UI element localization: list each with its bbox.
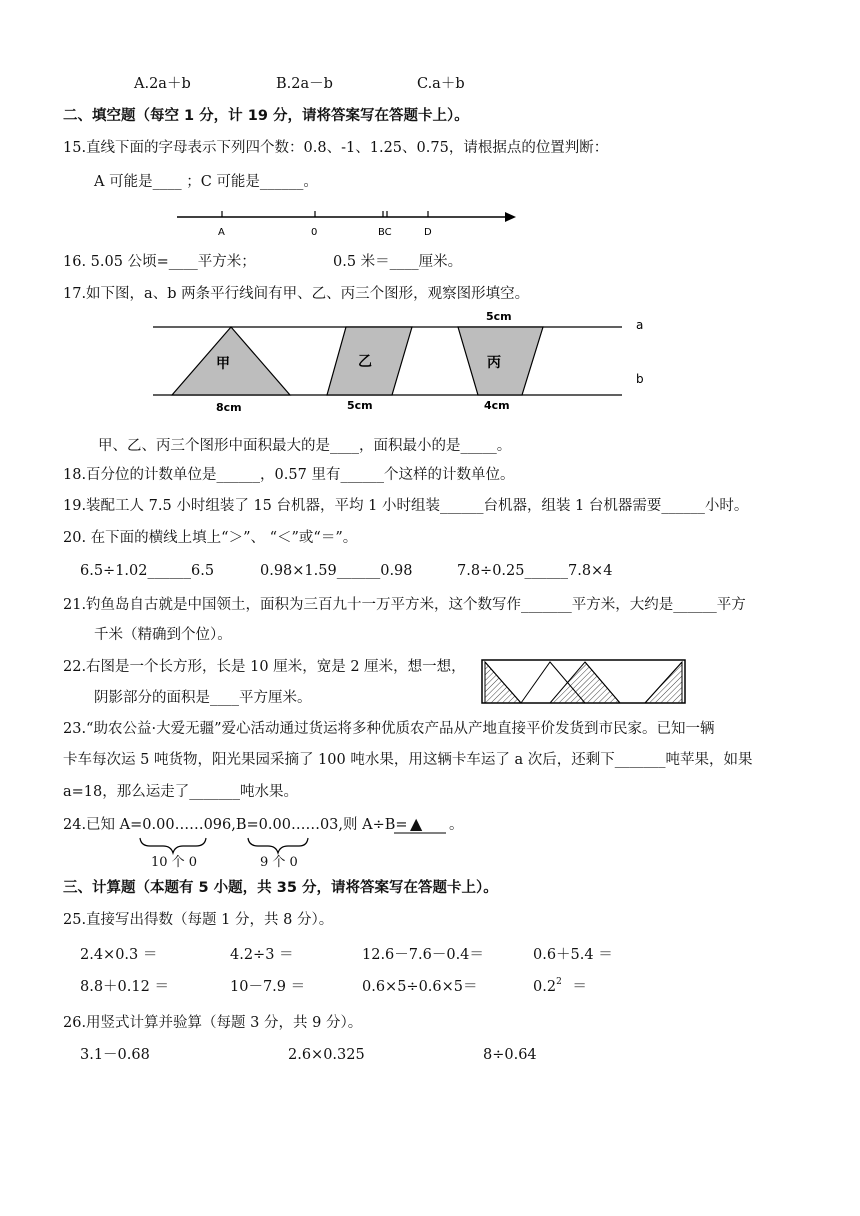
- dim-yi-base: 5cm: [347, 399, 373, 412]
- q20-item-3: 7.8÷0.25______7.8×4: [457, 563, 613, 579]
- shape-label-bing: 丙: [487, 355, 501, 371]
- q17-fill: 甲、乙、丙三个图形中面积最大的是____，面积最小的是_____。: [98, 438, 512, 454]
- q14-option-a: A.2a＋b: [134, 76, 191, 92]
- q20-item-2: 0.98×1.59______0.98: [260, 563, 413, 579]
- numline-label-d: D: [424, 227, 432, 238]
- q24-braces: [140, 838, 308, 853]
- q25-text: 25.直接写出得数（每题 1 分，共 8 分）。: [63, 912, 334, 928]
- q25-r2-2: 10－7.9 ＝: [230, 979, 306, 995]
- q26-item-2: 2.6×0.325: [288, 1047, 365, 1063]
- section3-title: 三、计算题（本题有 5 小题，共 35 分，请将答案写在答题卡上）。: [63, 880, 498, 896]
- q18-text: 18.百分位的计数单位是______，0.57 里有______个这样的计数单位。: [63, 467, 515, 483]
- shape-label-jia: 甲: [216, 356, 230, 372]
- q14-option-b: B.2a－b: [276, 76, 333, 92]
- numline-label-a: A: [218, 227, 225, 238]
- q14-option-c: C.a＋b: [417, 76, 465, 92]
- line-label-b: b: [636, 372, 644, 386]
- q26-text: 26.用竖式计算并验算（每题 3 分，共 9 分）。: [63, 1015, 363, 1031]
- shape-label-yi: 乙: [358, 354, 372, 370]
- dim-bing-top: 5cm: [486, 310, 512, 323]
- q23-line2: 卡车每次运 5 吨货物，阳光果园采摘了 100 吨水果，用这辆卡车运了 a 次后，还剩下_______吨苹果，如果: [63, 752, 753, 768]
- shaded-rectangle-figure: [482, 660, 685, 703]
- q25-r1-3: 12.6－7.6－0.4＝: [362, 947, 484, 963]
- q23-line3: a=18，那么运走了_______吨水果。: [63, 784, 298, 800]
- q20-item-1: 6.5÷1.02______6.5: [80, 563, 215, 579]
- q24-text: 24.已知 A=0.00……096,B=0.00……03,则 A÷B=: [63, 817, 408, 833]
- q21-line1: 21.钓鱼岛自古就是中国领土，面积为三百九十一万平方米，这个数写作_______平方米，大约是______平方: [63, 597, 746, 613]
- q25-r2-1: 8.8＋0.12 ＝: [80, 979, 169, 995]
- parallel-lines-figure: [153, 310, 644, 414]
- q24-answer-mark: ▲: [410, 814, 423, 833]
- q22-line2: 阴影部分的面积是____平方厘米。: [94, 690, 312, 706]
- q21-line2: 千米（精确到个位）。: [94, 627, 232, 643]
- q25-power-base: 0.2: [533, 979, 557, 995]
- q24-brace-a-label: 10 个 0: [151, 855, 198, 870]
- q25-r1-1: 2.4×0.3 ＝: [80, 947, 158, 963]
- q25-r1-2: 4.2÷3 ＝: [230, 947, 294, 963]
- number-line: [177, 211, 516, 238]
- numline-label-bc: BC: [378, 227, 392, 238]
- q25-power-exp: 2: [556, 977, 562, 987]
- q26-item-3: 8÷0.64: [483, 1047, 537, 1063]
- q24-brace-b-label: 9 个 0: [260, 855, 298, 870]
- q20-text: 20. 在下面的横线上填上“＞”、 “＜”或“＝”。: [63, 530, 358, 546]
- q19-text: 19.装配工人 7.5 小时组装了 15 台机器，平均 1 小时组装______台机器，组装 1 台机器需要______小时。: [63, 498, 749, 514]
- q25-r2-3: 0.6×5÷0.6×5＝: [362, 979, 478, 995]
- dim-bing-bottom: 4cm: [484, 399, 510, 412]
- dim-jia-base: 8cm: [216, 401, 242, 414]
- q26-item-1: 3.1－0.68: [80, 1047, 150, 1063]
- q15-fill: A 可能是____ ；C 可能是______。: [94, 174, 318, 190]
- shape-jia: [172, 327, 290, 395]
- q25-r2-4: [533, 977, 587, 999]
- line-label-a: a: [636, 318, 644, 332]
- q17-text: 17.如下图，a、b 两条平行线间有甲、乙、丙三个图形，观察图形填空。: [63, 286, 530, 302]
- q25-power-eq: ＝: [572, 979, 587, 995]
- q16-left: 16. 5.05 公顷=____平方米；: [63, 254, 256, 270]
- q24-period: 。: [449, 817, 464, 833]
- q22-line1: 22.右图是一个长方形，长是 10 厘米，宽是 2 厘米，想一想，: [63, 659, 466, 675]
- numline-label-0: 0: [311, 227, 318, 238]
- q16-right: 0.5 米＝____厘米。: [333, 254, 463, 270]
- q15-text: 15.直线下面的字母表示下列四个数：0.8、-1、1.25、0.75，请根据点的位置判断：: [63, 140, 609, 156]
- q23-line1: 23.“助农公益·大爱无疆”爱心活动通过货运将多种优质农产品从产地直接平价发货到市民家。已知一辆: [63, 721, 715, 737]
- section2-title: 二、填空题（每空 1 分，计 19 分，请将答案写在答题卡上）。: [63, 108, 469, 124]
- q25-r1-4: 0.6＋5.4 ＝: [533, 947, 613, 963]
